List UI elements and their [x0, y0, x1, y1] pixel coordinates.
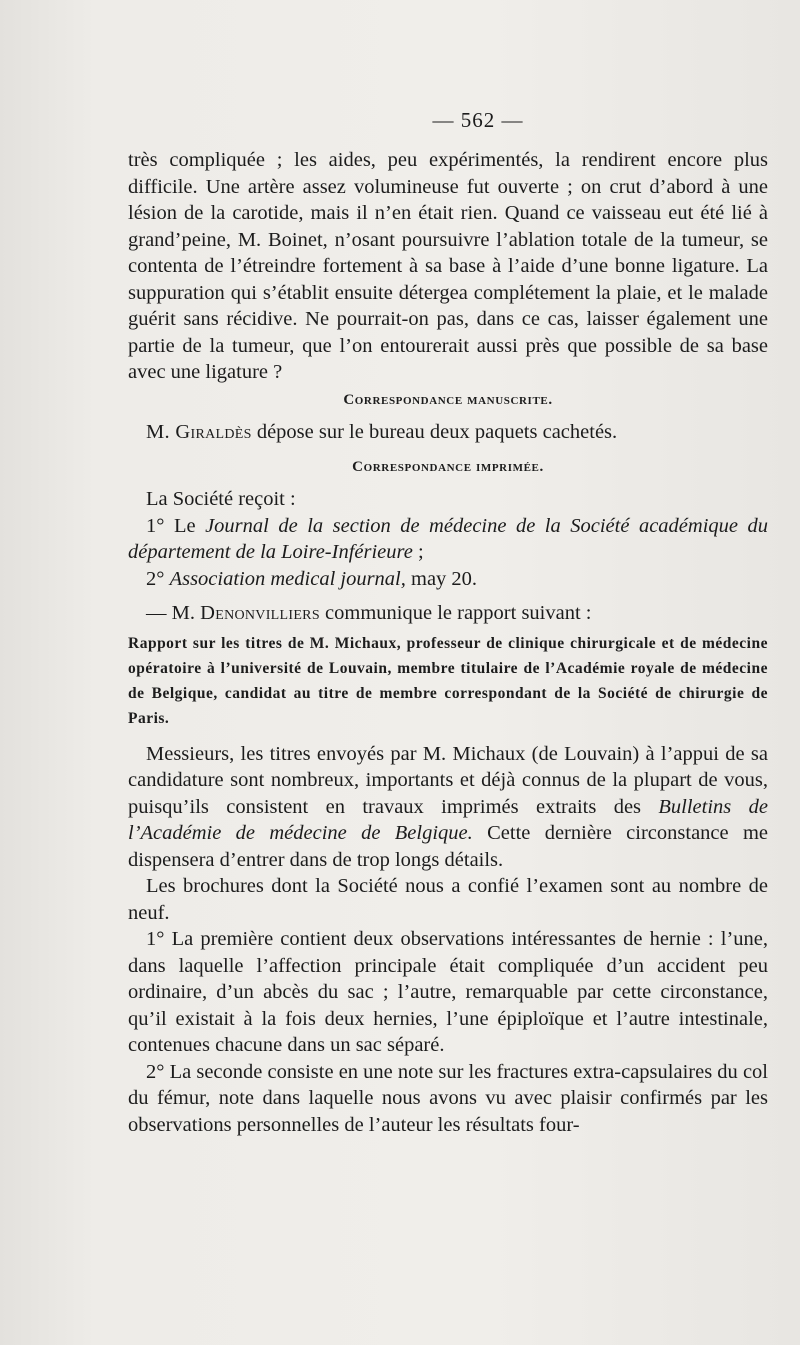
item2-number: 2° [146, 567, 170, 590]
paragraph-second-brochure: 2° La seconde consiste en une note sur les fractures extra-capsulaires du col du fémur, note dans laquelle nous avons vu avec plaisir confirmés par les observations personnelles de l’auteur les résultats four- [128, 1060, 768, 1136]
denon-text: communique le rapport suivant : [319, 602, 592, 624]
messieurs-text-b: Cette dernière circonstance me dispensera d’entrer dans de trop longs détails. [128, 822, 768, 871]
paragraph-brochures: Les brochures dont la Société nous a confié l’examen sont au nombre de neuf. [128, 875, 768, 924]
giraldes-text: dépose sur le bureau deux paquets cachetés. [251, 420, 618, 443]
paragraph-operation: très compliquée ; les aides, peu expérimentés, la rendirent encore plus difficile. Une artère assez volumineuse fut ouverte ; on crut d’abord à une lésion de la carotide, mais il n’en était rien. Quand ce vaisseau eut été lié à grand’peine, M. Boinet, n’osant poursuivre l’ablation totale de la tumeur, se contenta de l’étreindre fortement à sa base à l’aide d’une bonne ligature. La suppuration qui s’établit ensuite détergea complétement la plaie, et le malade guérit sans récidive. Ne pourrait-on pas, dans ce cas, laisser également une partie de la tumeur, que l’on entourerait aussi près que possible de sa base avec une ligature ? [128, 149, 768, 383]
list-item-1 [128, 513, 768, 566]
item2-end: may 20. [405, 567, 478, 590]
denon-dash: — M. [146, 602, 201, 624]
name-giraldes: M. Giraldès [146, 420, 252, 443]
paragraph-giraldes [128, 419, 768, 446]
paragraph-messieurs [128, 741, 768, 874]
list-item-2 [128, 566, 768, 593]
messieurs-text-a: Messieurs, les titres envoyés par M. Michaux (de Louvain) à l’appui de sa candidature sont nombreux, importants et déjà connus de la plupart de vous, puisqu’ils consistent en travaux imprimés extraits des [128, 742, 768, 818]
text-column [128, 108, 768, 1138]
item2-title: Association medical journal, [169, 567, 406, 590]
heading-correspondance-imprimee: Correspondance imprimée. [352, 459, 544, 475]
paragraph-first-brochure: 1° La première contient deux observations intéressantes de hernie : l’une, dans laquelle l’affection principale était compliquée d’un accident peu ordinaire, d’un abcès du sac ; l’autre, remarquable par cette circonstance, qu’il existait à la fois deux hernies, l’une épiploïque et l’autre intestinale, contenues chacune dans un sac séparé. [128, 928, 768, 1056]
item1-number: 1° Le [146, 514, 206, 537]
report-title: Rapport sur les titres de M. Michaux, professeur de clinique chirurgicale et de médecine opératoire à l’université de Louvain, membre titulaire de l’Académie royale de médecine de Belgique, candidat au titre de membre correspondant de la Société de chirurgie de Paris. [128, 634, 768, 727]
item1-title: Journal de la section de médecine de la Société académique du département de la Loire-Inférieure [128, 514, 768, 563]
paragraph-societe-recoit: La Société reçoit : [146, 488, 296, 510]
item1-end: ; [412, 541, 424, 563]
paragraph-denonvilliers [128, 600, 768, 627]
page-number: — 562 — [432, 108, 524, 132]
heading-correspondance-manuscrite: Correspondance manuscrite. [343, 391, 553, 408]
messieurs-bulletins: Bulletins de l’Académie de médecine de Belgique. [128, 795, 768, 844]
name-denonvilliers: Denonvilliers [200, 602, 320, 624]
